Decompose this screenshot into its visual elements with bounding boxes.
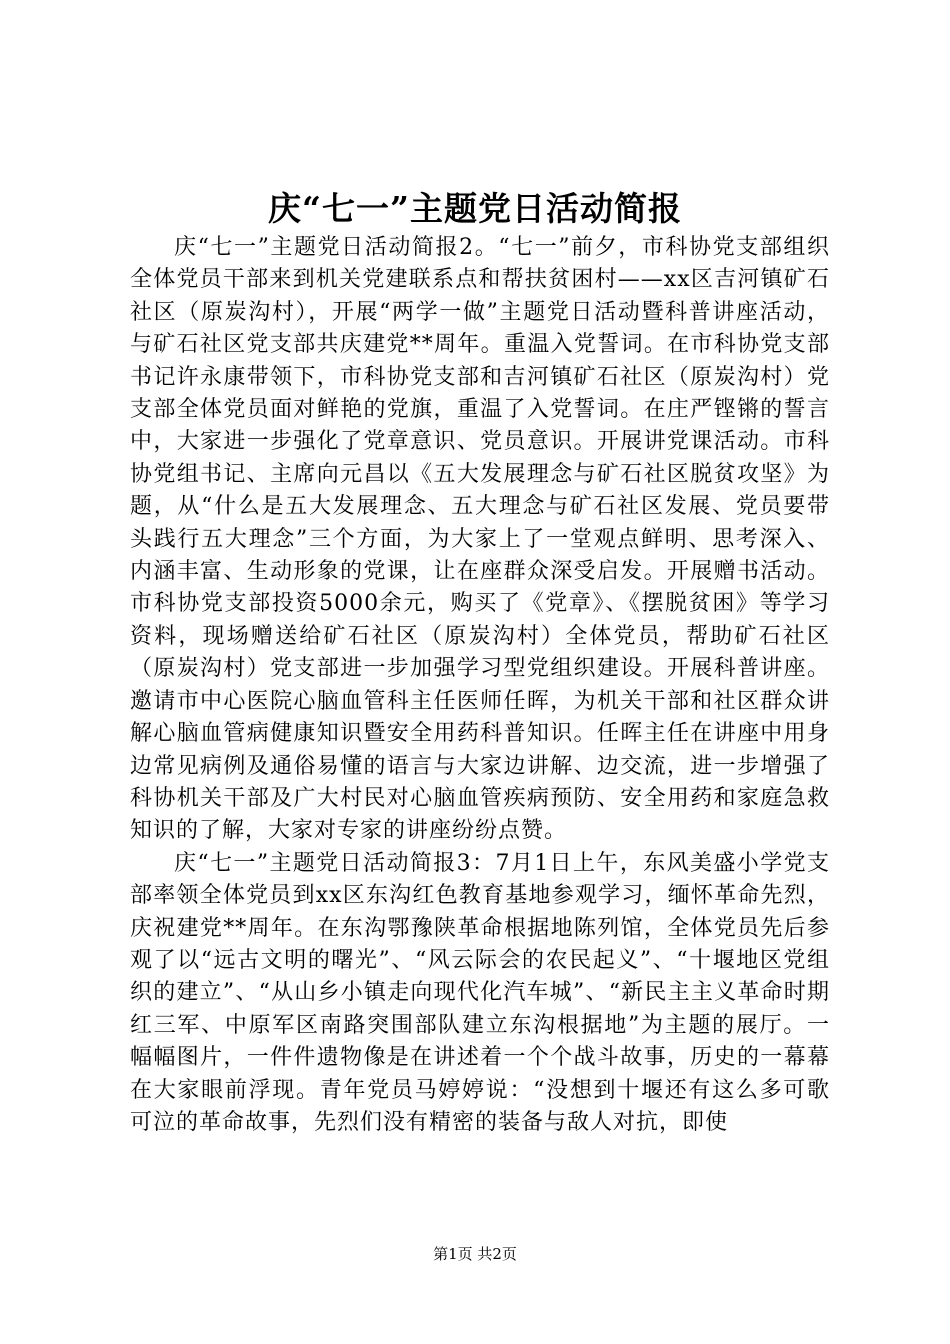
document-title: 庆“七一”主题党日活动简报 xyxy=(268,189,682,228)
page-footer: 第1页 共2页 xyxy=(433,1245,517,1263)
document-body xyxy=(130,232,830,1139)
paragraph-2: 庆“七一”主题党日活动简报3：7月1日上午，东风美盛小学党支部率领全体党员到xx区东沟红色教育基地参观学习，缅怀革命先烈，庆祝建党**周年。在东沟鄂豫陕革命根据地陈列馆，全体党员先后参观了以“远古文明的曙光”、“风云际会的农民起义”、“十堰地区党组织的建立”、“从山乡小镇走向现代化汽车城”、“新民主主义革命时期红三军、中原军区南路突围部队建立东沟根据地”为主题的展厅。一幅幅图片，一件件遗物像是在讲述着一个个战斗故事，历史的一幕幕在大家眼前浮现。青年党员马婷婷说：“没想到十堰还有这么多可歌可泣的革命故事，先烈们没有精密的装备与敌人对抗，即使 xyxy=(130,850,830,1135)
paragraph-1: 庆“七一”主题党日活动简报2。“七一”前夕，市科协党支部组织全体党员干部来到机关党建联系点和帮扶贫困村——xx区吉河镇矿石社区（原炭沟村），开展“两学一做”主题党日活动暨科普讲座活动，与矿石社区党支部共庆建党**周年。重温入党誓词。在市科协党支部书记许永康带领下，市科协党支部和吉河镇矿石社区（原炭沟村）党支部全体党员面对鲜艳的党旗，重温了入党誓词。在庄严铿锵的誓言中，大家进一步强化了党章意识、党员意识。开展讲党课活动。市科协党组书记、主席向元昌以《五大发展理念与矿石社区脱贫攻坚》为题，从“什么是五大发展理念、五大理念与矿石社区发展、党员要带头践行五大理念”三个方面，为大家上了一堂观点鲜明、思考深入、内涵丰富、生动形象的党课，让在座群众深受启发。开展赠书活动。市科协党支部投资5000余元，购买了《党章》、《摆脱贫困》等学习资料，现场赠送给矿石社区（原炭沟村）全体党员，帮助矿石社区（原炭沟村）党支部进一步加强学习型党组织建设。开展科普讲座。邀请市中心医院心脑血管科主任医师任晖，为机关干部和社区群众讲解心脑血管病健康知识暨安全用药科普知识。任晖主任在讲座中用身边常见病例及通俗易懂的语言与大家边讲解、边交流，进一步增强了科协机关干部及广大村民对心脑血管疾病预防、安全用药和家庭急救知识的了解，大家对专家的讲座纷纷点赞。 xyxy=(130,235,830,844)
